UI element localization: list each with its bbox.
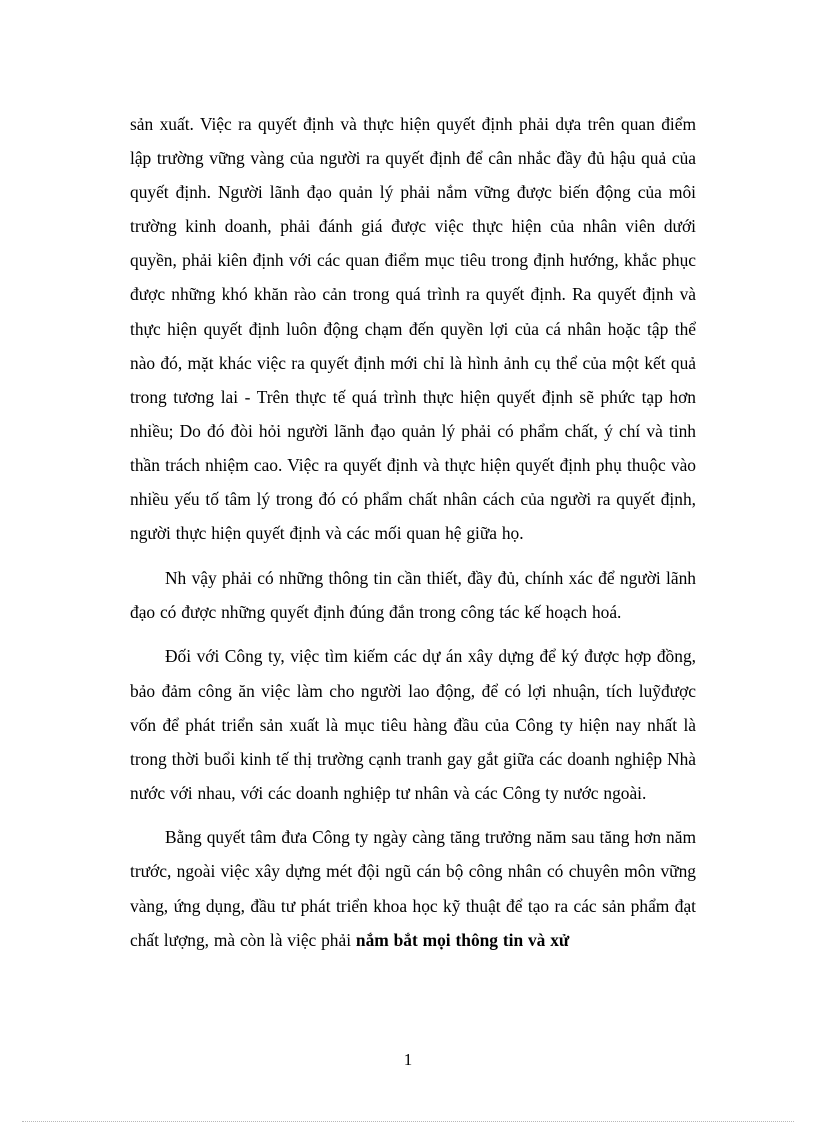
body-text [130, 107, 696, 957]
paragraph-text: Bằng quyết tâm đưa Công ty ngày càng tăng trưởng năm sau tăng hơn năm trước, ngoài việc xây dựng mét đội ngũ cán bộ công nhân có chuyên môn vững vàng, ứng dụng, đầu tư phát triển khoa học kỹ thuật để tạo ra các sản phẩm đạt chất lượng, mà còn là việc phải [130, 827, 696, 950]
paragraph-continued [130, 107, 696, 550]
paragraph-bold-text: nắm bắt mọi thông tin và xử [355, 929, 570, 950]
page-bottom-edge [22, 1121, 794, 1122]
paragraph [130, 820, 696, 956]
paragraph [130, 561, 696, 629]
paragraph-text: Nh vậy phải có những thông tin cần thiết, đầy đủ, chính xác để người lãnh đạo có được những quyết định đúng đắn trong công tác kế hoạch hoá. [130, 567, 696, 622]
paragraph-text: Đối với Công ty, việc tìm kiếm các dự án xây dựng để ký được hợp đồng, bảo đảm công ăn việc làm cho người lao động, để có lợi nhuận, tích luỹđược vốn để phát triển sản xuất là mục tiêu hàng đầu của Công ty hiện nay nhất là trong thời buổi kinh tế thị trường cạnh tranh gay gắt giữa các doanh nghiệp Nhà nước với nhau, với các doanh nghiệp tư nhân và các Công ty nước ngoài. [130, 646, 696, 803]
paragraph [130, 639, 696, 809]
page-number: 1 [403, 1050, 413, 1069]
paragraph-text: sản xuất. Việc ra quyết định và thực hiện quyết định phải dựa trên quan điểm lập trường vững vàng của người ra quyết định để cân nhắc đầy đủ hậu quả của quyết định. Người lãnh đạo quản lý phải nắm vững được biến động của môi trường kinh doanh, phải đánh giá được việc thực hiện của nhân viên dưới quyền, phải kiên định với các quan điểm mục tiêu trong định hướng, khắc phục được những khó khăn rào cản trong quá trình ra quyết định. Ra quyết định và thực hiện quyết định luôn động chạm đến quyền lợi của cá nhân hoặc tập thể nào đó, mặt khác việc ra quyết định mới chỉ là hình ảnh cụ thể của một kết quả trong tương lai - Trên thực tế quá trình thực hiện quyết định sẽ phức tạp hơn nhiều; Do đó đòi hỏi người lãnh đạo quản lý phải có phẩm chất, ý chí và tinh thần trách nhiệm cao. Việc ra quyết định và thực hiện quyết định phụ thuộc vào nhiều yếu tố tâm lý trong đó có phẩm chất nhân cách của người ra quyết định, người thực hiện quyết định và các mối quan hệ giữa họ. [130, 114, 696, 544]
